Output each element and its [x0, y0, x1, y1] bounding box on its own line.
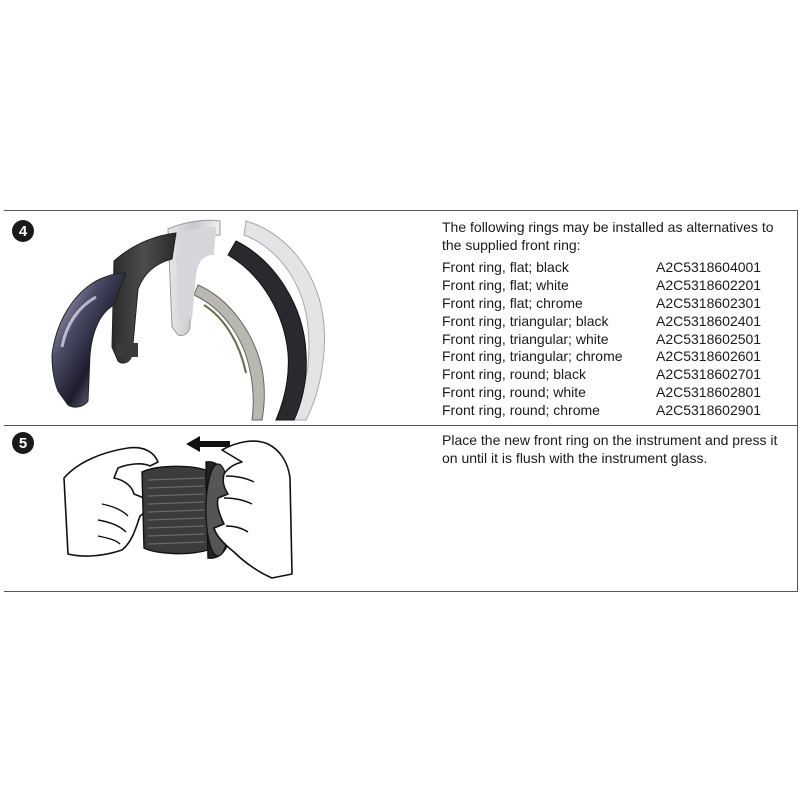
part-name: Front ring, round; white [442, 384, 586, 401]
part-name: Front ring, flat; chrome [442, 294, 583, 311]
part-code: A2C5318602701 [656, 366, 762, 383]
part-code: A2C5318602501 [656, 330, 762, 347]
part-row [442, 366, 782, 384]
instruction-table [4, 210, 798, 592]
part-code: A2C5318602601 [656, 348, 762, 365]
part-code: A2C5318602801 [656, 384, 762, 401]
part-name: Front ring, triangular; black [442, 312, 609, 329]
step-row-5 [4, 426, 797, 591]
step-row-4 [4, 211, 797, 426]
front-rings-illustration [48, 215, 330, 423]
part-name: Front ring, flat; black [442, 259, 569, 275]
part-row [442, 402, 782, 420]
part-row [442, 295, 782, 313]
part-name: Front ring, triangular; white [442, 330, 609, 347]
part-row [442, 313, 782, 331]
part-row [442, 259, 782, 277]
part-code: A2C5318604001 [656, 259, 762, 275]
alternatives-intro: The following rings may be installed as alternatives to the supplied front ring: [442, 219, 774, 253]
part-row [442, 348, 782, 366]
step-5-instruction: Place the new front ring on the instrument and press it on until it is flush with the instrument glass. [442, 432, 778, 466]
front-ring-parts-list [442, 259, 782, 420]
part-name: Front ring, round; chrome [442, 402, 600, 419]
part-code: A2C5318602201 [656, 276, 762, 293]
part-name: Front ring, triangular; chrome [442, 348, 623, 365]
part-row [442, 331, 782, 349]
part-code: A2C5318602301 [656, 294, 762, 311]
part-name: Front ring, flat; white [442, 276, 569, 293]
hands-press-ring-illustration [58, 432, 294, 584]
part-code: A2C5318602901 [656, 402, 762, 419]
step-number-4: 4 [12, 220, 34, 242]
step-number-5: 5 [12, 432, 34, 454]
part-row [442, 384, 782, 402]
part-row [442, 277, 782, 295]
part-code: A2C5318602401 [656, 312, 762, 329]
part-name: Front ring, round; black [442, 366, 586, 383]
